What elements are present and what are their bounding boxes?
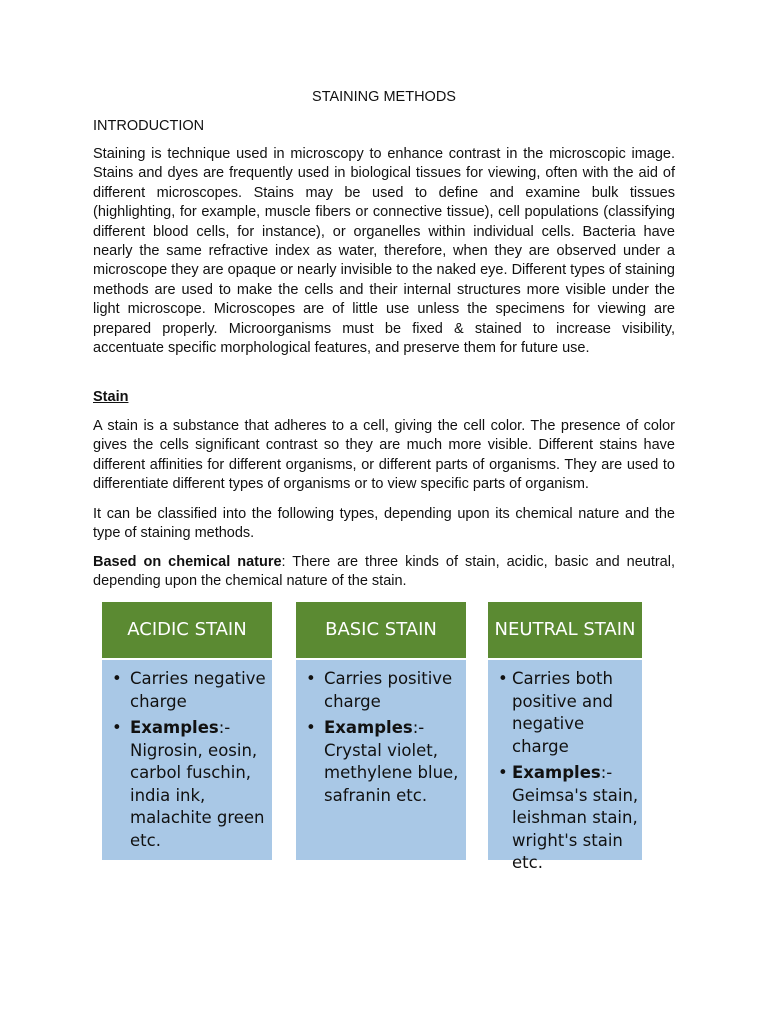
bullet-icon: •: [498, 669, 508, 688]
card-title: NEUTRAL STAIN: [488, 602, 642, 660]
examples-separator: :-: [600, 763, 613, 782]
stain-types-figure: [0, 602, 768, 872]
examples-text: Geimsa's stain, leishman stain, wright's stain etc.: [512, 785, 639, 872]
charge-item: [306, 668, 466, 713]
bullet-icon: •: [112, 669, 122, 688]
examples-item: [112, 717, 272, 852]
examples-separator: :-: [412, 718, 425, 737]
charge-item: [112, 668, 272, 713]
bullet-icon: •: [498, 763, 508, 782]
card-title: BASIC STAIN: [296, 602, 466, 660]
card-title: ACIDIC STAIN: [102, 602, 272, 660]
bullet-icon: •: [112, 718, 122, 737]
charge-item: [498, 668, 642, 758]
examples-item: [498, 762, 642, 875]
charge-text: Carries positive charge: [324, 669, 453, 711]
examples-label: Examples: [130, 718, 219, 737]
examples-label: Examples: [324, 718, 413, 737]
neutral-stain-card: [488, 602, 642, 872]
basic-stain-card: [296, 602, 466, 860]
chemical-nature-paragraph: [93, 553, 675, 592]
introduction-paragraph: Staining is technique used in microscopy to enhance contrast in the microscopic image. Stains and dyes are frequently used in biological tissues for viewing, often with the aid of different microscopes. Stains may be used to define and examine bulk tissues (highlighting, for example, muscle fibers or connective tissue), cell populations (classifying different blood cells, for instance), or organelles within individual cells. Bacteria have nearly the same refractive index as water, therefore, when they are observed under a microscope they are opaque or nearly invisible to the naked eye. Different types of staining methods are used to make the cells and their internal structures more visible under the light microscope. Microscopes are of little use unless the specimens for viewing are prepared properly. Microorganisms must be fixed & stained to increase visibility, accentuate specific morphological features, and preserve them for future use.: [93, 146, 675, 357]
bullet-icon: •: [306, 669, 316, 688]
examples-item: [306, 717, 466, 807]
examples-label: Examples: [512, 763, 601, 782]
card-body: [296, 660, 466, 807]
acidic-stain-card: [102, 602, 272, 860]
bullet-icon: •: [306, 718, 316, 737]
stain-heading: Stain: [93, 389, 129, 405]
charge-text: Carries negative charge: [130, 669, 266, 711]
classification-paragraph: It can be classified into the following types, depending upon its chemical nature and the type of staining methods.: [93, 506, 675, 542]
charge-text: Carries both positive and negative charge: [512, 669, 614, 756]
chemical-nature-text: : There are three kinds of stain, acidic, basic and neutral, depending upon the chemical nature of the stain.: [93, 554, 675, 590]
card-body: [488, 660, 642, 875]
examples-text: Nigrosin, eosin, carbol fuschin, india ink, malachite green etc.: [130, 740, 265, 850]
examples-text: Crystal violet, methylene blue, safranin etc.: [324, 740, 459, 805]
introduction-heading: INTRODUCTION: [93, 118, 205, 134]
stain-paragraph: A stain is a substance that adheres to a cell, giving the cell color. The presence of color gives the cells significant contrast so they are much more visible. Different stains have different affinities for different organisms, or different parts of organisms. They are used to differentiate different types of organisms or to view specific parts of organism.: [93, 418, 675, 493]
card-body: [102, 660, 272, 852]
chemical-nature-label: Based on chemical nature: [93, 554, 282, 570]
examples-separator: :-: [218, 718, 231, 737]
document-title: STAINING METHODS: [312, 89, 456, 105]
